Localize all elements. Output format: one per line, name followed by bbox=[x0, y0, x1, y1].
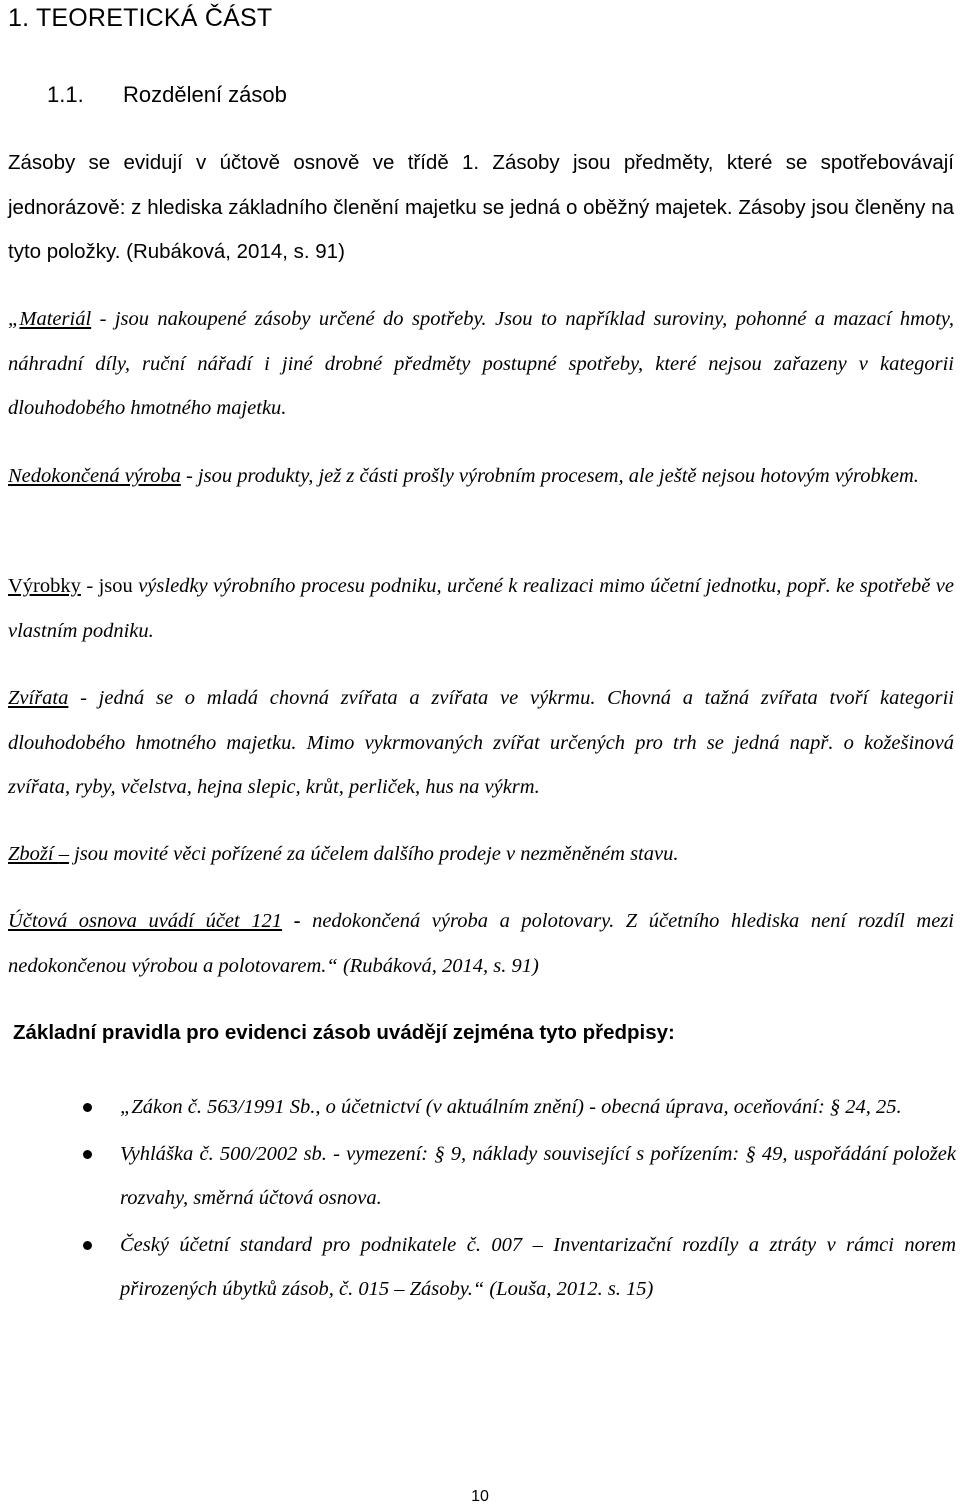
bullet-icon bbox=[83, 1241, 92, 1250]
chapter-heading: 1. TEORETICKÁ ČÁST bbox=[8, 4, 273, 32]
zvirata-text: - jedná se o mladá chovná zvířata a zvířata ve výkrmu. Chovná a tažná zvířata tvoří kategorii dlouhodobého hmotného majetku. Mimo vykrmovaných zvířat určených pro trh se jedná např. o kožešinová zvířata, ryby, včelstva, hejna slepic, krůt, perliček, hus na výkrm. bbox=[8, 687, 954, 798]
list-item: Český účetní standard pro podnikatele č. 007 – Inventarizační rozdíly a ztráty v rámci norem přirozených úbytků zásob, č. 015 – Zásoby.“ (Louša, 2012. s. 15) bbox=[120, 1223, 956, 1312]
vyrobky-text: výsledky výrobního procesu podniku, určené k realizaci mimo účetní jednotku, popř. ke spotřebě ve vlastním podniku. bbox=[8, 575, 954, 642]
osnova-paragraph bbox=[8, 899, 954, 988]
rules-heading: Základní pravidla pro evidenci zásob uvádějí zejména tyto předpisy: bbox=[13, 1021, 675, 1044]
osnova-term: Účtová osnova uvádí účet 121 bbox=[8, 910, 283, 932]
zbozi-text: jsou movité věci pořízené za účelem dalšího prodeje v nezměněném stavu. bbox=[68, 843, 679, 865]
vyrobky-sep: - jsou bbox=[80, 575, 139, 597]
section-number: 1.1. bbox=[47, 82, 84, 107]
zvirata-paragraph bbox=[8, 676, 954, 810]
bullet-icon bbox=[83, 1103, 92, 1112]
nedokoncena-paragraph bbox=[8, 454, 954, 499]
list-item: „Zákon č. 563/1991 Sb., o účetnictví (v aktuálním znění) - obecná úprava, oceňování: § 24, 25. bbox=[120, 1085, 956, 1130]
page-number: 10 bbox=[471, 1488, 489, 1505]
osnova-dash: - bbox=[282, 910, 313, 932]
section-heading bbox=[47, 82, 287, 108]
rules-list bbox=[120, 1085, 956, 1312]
vyrobky-paragraph bbox=[8, 564, 954, 653]
zbozi-dash: – bbox=[58, 843, 69, 865]
nedokoncena-term: Nedokončená výroba bbox=[8, 465, 181, 487]
zbozi-paragraph bbox=[8, 832, 954, 877]
material-text: - jsou nakoupené zásoby určené do spotřeby. Jsou to například suroviny, pohonné a mazací hmoty, náhradní díly, ruční nářadí i jiné drobné předměty postupné spotřeby, které nejsou zařazeny v kategorii dlouhodobého hmotného majetku. bbox=[8, 308, 954, 419]
section-title: Rozdělení zásob bbox=[123, 82, 287, 107]
opening-quote: „ bbox=[8, 308, 20, 330]
bullet-icon bbox=[83, 1150, 92, 1159]
vyrobky-term: Výrobky bbox=[8, 575, 81, 597]
intro-paragraph: Zásoby se evidují v účtově osnově ve třídě 1. Zásoby jsou předměty, které se spotřebovávají jednorázově: z hlediska základního členění majetku se jedná o oběžný majetek. Zásoby jsou členěny na tyto položky. (Rubáková, 2014, s. 91) bbox=[8, 151, 954, 263]
zbozi-term: Zboží – bbox=[8, 843, 69, 865]
material-term: Materiál bbox=[19, 308, 92, 330]
list-item: Vyhláška č. 500/2002 sb. - vymezení: § 9, náklady související s pořízením: § 49, uspořádání položek rozvahy, směrná účtová osnova. bbox=[120, 1132, 956, 1221]
nedokoncena-text: - jsou produkty, jež z části prošly výrobním procesem, ale ještě nejsou hotovým výrobkem. bbox=[180, 465, 919, 487]
osnova-text: nedokončená výroba a polotovary. Z účetního hlediska není rozdíl mezi nedokončenou výrobou a polotovarem.“ (Rubáková, 2014, s. 91) bbox=[8, 910, 955, 977]
zvirata-term: Zvířata bbox=[8, 687, 69, 709]
material-paragraph bbox=[8, 297, 954, 431]
